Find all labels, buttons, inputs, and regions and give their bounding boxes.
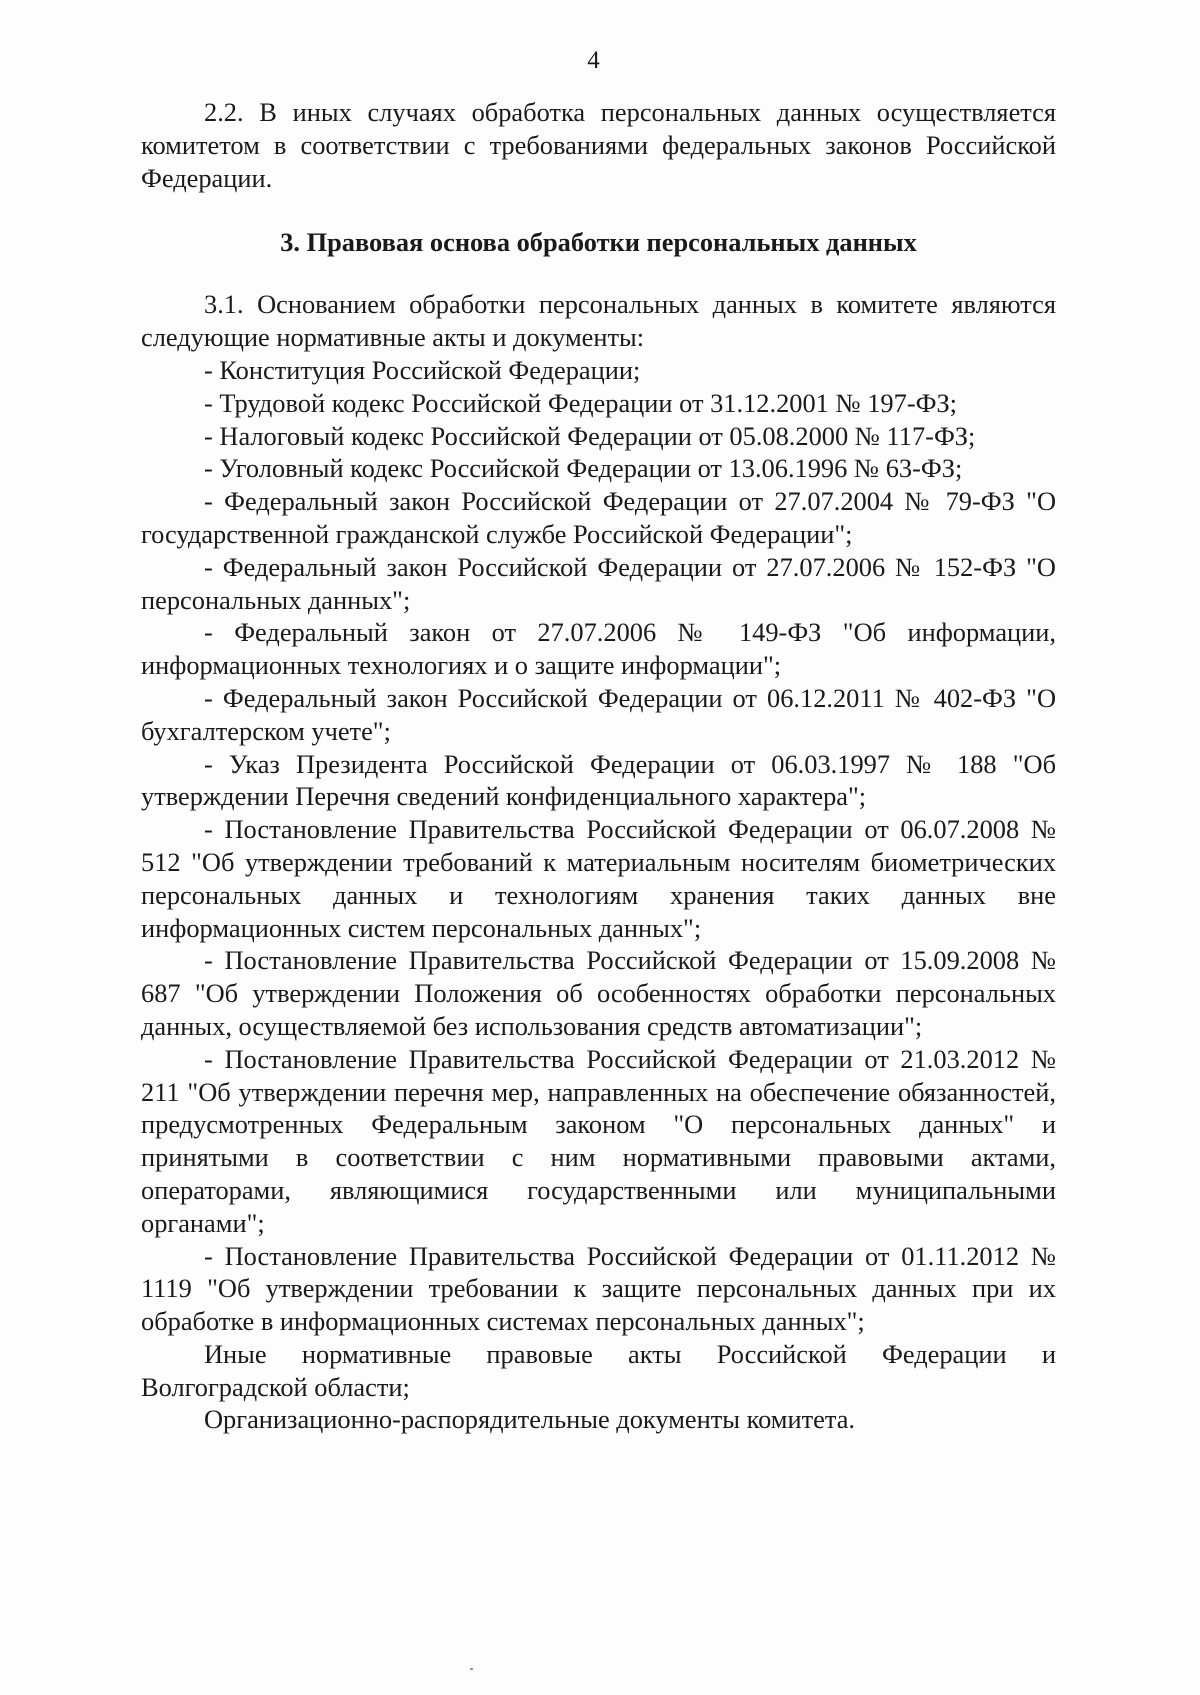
section-heading: 3. Правовая основа обработки персональных данных: [280, 227, 917, 258]
internal-documents-paragraph: Организационно-распорядительные документы комитета.: [204, 1404, 856, 1435]
list-item: - Федеральный закон Российской Федерации от 06.12.2011 № 402-ФЗ "О бухгалтерском учете";: [141, 682, 1056, 746]
list-item: - Федеральный закон от 27.07.2006 № 149-ФЗ "Об информации, информационных технологиях и о защите информации";: [141, 617, 1056, 681]
list-item: - Указ Президента Российской Федерации от 06.03.1997 № 188 "Об утверждении Перечня сведений конфиденциального характера";: [141, 748, 1056, 812]
legal-basis-list: [141, 354, 1056, 1338]
scan-speck: [470, 1668, 473, 1670]
list-item: - Постановление Правительства Российской Федерации от 21.03.2012 № 211 "Об утверждении перечня мер, направленных на обеспечение обязанностей, предусмотренных Федеральным законом "О персональных данных" и принятыми в соответствии с ним нормативными правовыми актами, операторами, являющимися государственными или муниципальными органами";: [141, 1043, 1056, 1238]
page-number: 4: [587, 47, 600, 74]
list-item: - Трудовой кодекс Российской Федерации от 31.12.2001 № 197-ФЗ;: [204, 387, 958, 418]
list-item: - Конституция Российской Федерации;: [204, 354, 641, 385]
list-item: - Федеральный закон Российской Федерации от 27.07.2006 № 152-ФЗ "О персональных данных";: [141, 551, 1056, 615]
list-item: - Постановление Правительства Российской Федерации от 06.07.2008 № 512 "Об утверждении требований к материальным носителям биометрических персональных данных и технологиям хранения таких данных вне информационных систем персональных данных";: [141, 814, 1056, 943]
list-item: - Постановление Правительства Российской Федерации от 01.11.2012 № 1119 "Об утверждении требовании к защите персональных данных при их обработке в информационных системах персональных данных";: [141, 1240, 1056, 1337]
list-item: - Федеральный закон Российской Федерации от 27.07.2004 № 79-ФЗ "О государственной гражданской службе Российской Федерации";: [141, 486, 1056, 549]
list-item: - Налоговый кодекс Российской Федерации от 05.08.2000 № 117-ФЗ;: [204, 420, 976, 451]
document-body: [141, 96, 1056, 1436]
list-item: - Постановление Правительства Российской Федерации от 15.09.2008 № 687 "Об утверждении Положения об особенностях обработки персональных данных, осуществляемой без использования средств автоматизации";: [141, 945, 1056, 1041]
paragraph-2-2: 2.2. В иных случаях обработка персональных данных осуществляется комитетом в соответствии с требованиями федеральных законов Российской Федерации.: [141, 97, 1056, 193]
other-acts-paragraph: Иные нормативные правовые акты Российской Федерации и Волгоградской области;: [141, 1338, 1056, 1402]
list-item: - Уголовный кодекс Российской Федерации от 13.06.1996 № 63-ФЗ;: [204, 453, 963, 484]
paragraph-3-1: 3.1. Основанием обработки персональных данных в комитете являются следующие нормативные акты и документы:: [141, 289, 1056, 353]
